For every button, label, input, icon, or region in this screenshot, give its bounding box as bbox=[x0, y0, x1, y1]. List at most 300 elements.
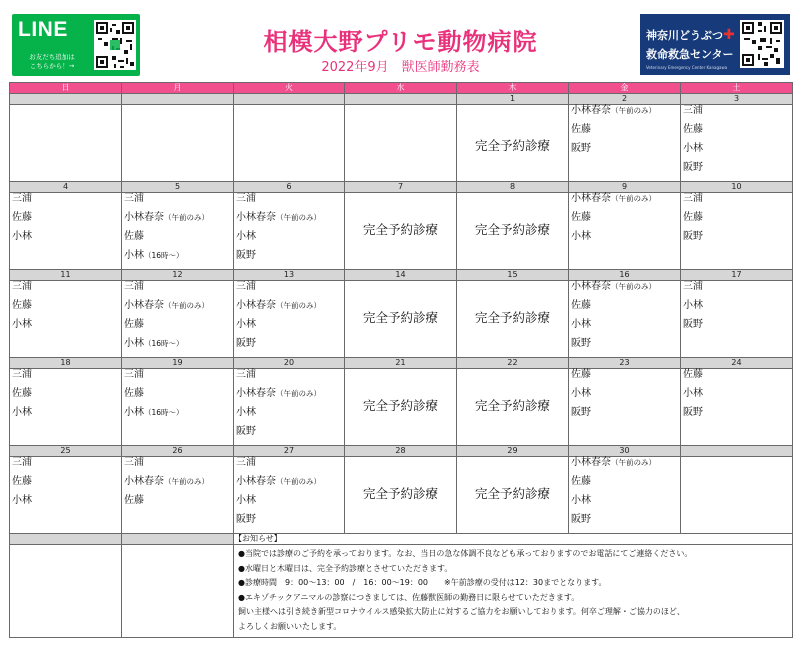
day-cell bbox=[234, 457, 345, 534]
date-number: 8 bbox=[457, 182, 569, 193]
date-number bbox=[122, 94, 234, 105]
vet-entry bbox=[234, 319, 344, 338]
vet-entry bbox=[122, 407, 233, 426]
vet-entry bbox=[234, 514, 344, 533]
vet-entry bbox=[10, 369, 121, 388]
vet-name: 三浦 bbox=[124, 369, 144, 380]
vet-entry bbox=[234, 250, 344, 269]
vet-list bbox=[681, 369, 792, 426]
vet-name: 小林 bbox=[124, 407, 144, 418]
vet-list bbox=[234, 369, 344, 445]
vet-entry bbox=[569, 476, 680, 495]
emergency-line1: 神奈川どうぶつ✚ bbox=[646, 27, 735, 43]
vet-entry bbox=[122, 300, 233, 319]
schedule-row bbox=[10, 281, 793, 358]
vet-entry bbox=[569, 231, 680, 250]
vet-list bbox=[681, 193, 792, 250]
vet-shift-note: （16時～） bbox=[144, 251, 184, 260]
day-cell bbox=[457, 281, 569, 358]
vet-name: 三浦 bbox=[683, 105, 703, 116]
vet-entry bbox=[234, 338, 344, 357]
day-cell bbox=[457, 193, 569, 270]
vet-entry bbox=[122, 369, 233, 388]
date-number: 30 bbox=[569, 446, 681, 457]
day-cell bbox=[345, 193, 457, 270]
vet-entry bbox=[10, 281, 121, 300]
page-header bbox=[0, 0, 801, 82]
vet-entry bbox=[10, 407, 121, 426]
date-number: 2 bbox=[569, 94, 681, 105]
vet-name: 阪野 bbox=[236, 250, 256, 261]
vet-entry bbox=[10, 319, 121, 338]
vet-entry bbox=[234, 212, 344, 231]
day-cell bbox=[345, 369, 457, 446]
notice-line: ●エキゾチックアニマルの診察につきましては、佐藤獣医師の勤務日に限らせていただきます。 bbox=[238, 592, 580, 602]
vet-entry bbox=[681, 105, 792, 124]
vet-entry bbox=[234, 231, 344, 250]
vet-name: 佐藤 bbox=[683, 124, 703, 135]
vet-name: 三浦 bbox=[12, 369, 32, 380]
vet-name: 三浦 bbox=[12, 193, 32, 204]
weekday-header: 水 bbox=[345, 83, 457, 94]
day-cell bbox=[122, 193, 234, 270]
vet-entry bbox=[569, 369, 680, 388]
vet-entry bbox=[569, 514, 680, 533]
vet-entry bbox=[681, 231, 792, 250]
vet-entry bbox=[122, 212, 233, 231]
vet-list bbox=[234, 281, 344, 357]
vet-name: 佐藤 bbox=[571, 124, 591, 135]
date-number: 16 bbox=[569, 270, 681, 281]
day-cell bbox=[457, 369, 569, 446]
day-cell bbox=[122, 281, 234, 358]
weekday-header: 土 bbox=[681, 83, 793, 94]
vet-name: 小林春奈 bbox=[571, 281, 611, 292]
vet-name: 阪野 bbox=[571, 514, 591, 525]
date-number: 15 bbox=[457, 270, 569, 281]
vet-entry bbox=[569, 212, 680, 231]
vet-entry bbox=[122, 281, 233, 300]
day-cell bbox=[569, 105, 681, 182]
vet-entry bbox=[122, 193, 233, 212]
day-cell bbox=[122, 457, 234, 534]
notice-blank bbox=[122, 545, 234, 638]
day-cell bbox=[681, 369, 793, 446]
notice-blank bbox=[10, 545, 122, 638]
vet-name: 三浦 bbox=[683, 193, 703, 204]
date-number: 18 bbox=[10, 358, 122, 369]
vet-name: 小林 bbox=[571, 319, 591, 330]
vet-shift-note: （午前のみ） bbox=[276, 301, 321, 310]
weekday-header: 木 bbox=[457, 83, 569, 94]
emergency-line2: 救命救急センター bbox=[646, 48, 734, 61]
day-cell bbox=[234, 281, 345, 358]
vet-name: 小林 bbox=[12, 231, 32, 242]
vet-list bbox=[234, 193, 344, 269]
vet-entry bbox=[122, 388, 233, 407]
vet-entry bbox=[234, 476, 344, 495]
date-number: 10 bbox=[681, 182, 793, 193]
vet-shift-note: （午前のみ） bbox=[611, 282, 656, 291]
schedule-row bbox=[10, 457, 793, 534]
vet-name: 三浦 bbox=[236, 281, 256, 292]
vet-entry bbox=[681, 388, 792, 407]
vet-name: 小林春奈 bbox=[571, 457, 611, 468]
vet-name: 小林 bbox=[571, 495, 591, 506]
date-number: 14 bbox=[345, 270, 457, 281]
vet-entry bbox=[681, 300, 792, 319]
vet-entry bbox=[234, 407, 344, 426]
notice-line: ●当院では診療のご予約を承っております。なお、当日の急な体調不良なども承っておりますのでお電話にてご連絡ください。 bbox=[238, 549, 693, 558]
vet-entry bbox=[569, 300, 680, 319]
vet-shift-note: （午前のみ） bbox=[276, 477, 321, 486]
date-number: 11 bbox=[10, 270, 122, 281]
day-cell bbox=[457, 457, 569, 534]
page-title: 相模大野プリモ動物病院 bbox=[263, 28, 538, 56]
vet-list bbox=[681, 281, 792, 338]
vet-entry bbox=[569, 388, 680, 407]
date-number: 23 bbox=[569, 358, 681, 369]
vet-name: 佐藤 bbox=[124, 495, 144, 506]
day-cell bbox=[681, 193, 793, 270]
vet-list bbox=[234, 457, 344, 533]
vet-list bbox=[122, 369, 233, 426]
vet-shift-note: （午前のみ） bbox=[164, 477, 209, 486]
vet-entry bbox=[681, 319, 792, 338]
vet-name: 阪野 bbox=[236, 338, 256, 349]
vet-entry bbox=[681, 143, 792, 162]
vet-name: 佐藤 bbox=[12, 212, 32, 223]
date-number: 22 bbox=[457, 358, 569, 369]
vet-entry bbox=[122, 319, 233, 338]
line-logo: LINE bbox=[18, 18, 68, 41]
vet-name: 三浦 bbox=[124, 193, 144, 204]
vet-entry bbox=[569, 457, 680, 476]
day-cell bbox=[681, 281, 793, 358]
date-row bbox=[10, 446, 793, 457]
vet-name: 小林春奈 bbox=[571, 193, 611, 204]
vet-name: 佐藤 bbox=[12, 476, 32, 487]
weekday-header-row bbox=[10, 83, 793, 94]
vet-shift-note: （午前のみ） bbox=[611, 194, 656, 203]
notice-line: よろしくお願いいたします。 bbox=[238, 621, 342, 631]
vet-shift-note: （午前のみ） bbox=[276, 389, 321, 398]
vet-entry bbox=[681, 281, 792, 300]
vet-entry bbox=[122, 231, 233, 250]
vet-entry bbox=[569, 338, 680, 357]
vet-name: 小林 bbox=[683, 300, 703, 311]
vet-name: 佐藤 bbox=[571, 212, 591, 223]
vet-entry bbox=[10, 495, 121, 514]
reservation-only-label: 完全予約診療 bbox=[474, 398, 550, 413]
vet-name: 三浦 bbox=[124, 281, 144, 292]
vet-list bbox=[569, 281, 680, 357]
vet-entry bbox=[681, 162, 792, 181]
vet-list bbox=[569, 457, 680, 533]
date-number bbox=[234, 94, 345, 105]
notice-body bbox=[234, 545, 792, 634]
vet-entry bbox=[122, 338, 233, 357]
vet-name: 小林 bbox=[12, 495, 32, 506]
vet-entry bbox=[10, 193, 121, 212]
vet-name: 小林春奈 bbox=[124, 212, 164, 223]
vet-entry bbox=[10, 300, 121, 319]
vet-name: 阪野 bbox=[236, 514, 256, 525]
day-cell bbox=[569, 457, 681, 534]
vet-name: 小林 bbox=[12, 407, 32, 418]
date-number: 20 bbox=[234, 358, 345, 369]
schedule-row bbox=[10, 105, 793, 182]
date-number bbox=[10, 94, 122, 105]
vet-name: 阪野 bbox=[683, 162, 703, 173]
vet-entry bbox=[234, 300, 344, 319]
date-row bbox=[10, 270, 793, 281]
notice-label-row bbox=[10, 534, 793, 545]
vet-entry bbox=[569, 193, 680, 212]
weekday-header: 日 bbox=[10, 83, 122, 94]
vet-name: 小林 bbox=[236, 407, 256, 418]
vet-entry bbox=[234, 281, 344, 300]
vet-name: 小林 bbox=[236, 231, 256, 242]
date-number: 13 bbox=[234, 270, 345, 281]
vet-list bbox=[10, 193, 121, 250]
vet-entry bbox=[569, 124, 680, 143]
reservation-only-label: 完全予約診療 bbox=[362, 486, 438, 501]
vet-entry bbox=[681, 407, 792, 426]
vet-entry bbox=[10, 212, 121, 231]
notice-line: ●水曜日と木曜日は、完全予約診療とさせていただきます。 bbox=[238, 563, 453, 573]
vet-name: 阪野 bbox=[236, 426, 256, 437]
date-number: 1 bbox=[457, 94, 569, 105]
day-cell bbox=[569, 193, 681, 270]
notice-row bbox=[10, 545, 793, 638]
day-cell bbox=[122, 369, 234, 446]
vet-shift-note: （16時～） bbox=[144, 339, 184, 348]
vet-name: 佐藤 bbox=[683, 212, 703, 223]
vet-entry bbox=[10, 457, 121, 476]
vet-entry bbox=[681, 124, 792, 143]
vet-shift-note: （午前のみ） bbox=[276, 213, 321, 222]
vet-name: 小林春奈 bbox=[571, 105, 611, 116]
vet-entry bbox=[234, 457, 344, 476]
notice-blank bbox=[122, 534, 234, 545]
vet-list bbox=[10, 281, 121, 338]
vet-name: 佐藤 bbox=[571, 300, 591, 311]
vet-name: 小林 bbox=[12, 319, 32, 330]
vet-name: 佐藤 bbox=[124, 319, 144, 330]
vet-name: 小林春奈 bbox=[236, 300, 276, 311]
vet-name: 小林 bbox=[683, 388, 703, 399]
vet-shift-note: （午前のみ） bbox=[164, 301, 209, 310]
vet-list bbox=[122, 281, 233, 357]
date-number: 27 bbox=[234, 446, 345, 457]
vet-entry bbox=[681, 369, 792, 388]
vet-name: 佐藤 bbox=[124, 388, 144, 399]
vet-entry bbox=[569, 281, 680, 300]
vet-list bbox=[10, 457, 121, 514]
vet-name: 阪野 bbox=[571, 338, 591, 349]
date-row bbox=[10, 182, 793, 193]
date-number: 17 bbox=[681, 270, 793, 281]
vet-name: 佐藤 bbox=[12, 388, 32, 399]
vet-name: 佐藤 bbox=[571, 369, 591, 380]
date-number: 6 bbox=[234, 182, 345, 193]
vet-entry bbox=[234, 369, 344, 388]
day-cell bbox=[234, 369, 345, 446]
date-number: 5 bbox=[122, 182, 234, 193]
reservation-only-label: 完全予約診療 bbox=[474, 310, 550, 325]
vet-shift-note: （午前のみ） bbox=[611, 106, 656, 115]
emergency-qr-code-icon[interactable] bbox=[740, 20, 784, 68]
vet-name: 小林 bbox=[571, 231, 591, 242]
notice-line: 飼い主様へは引き続き新型コロナウイルス感染拡大防止に対するご協力をお願いしております。何卒ご理解・ご協力のほど、 bbox=[238, 607, 685, 616]
vet-shift-note: （16時～） bbox=[144, 408, 184, 417]
line-caption-1: お友だち追加は bbox=[29, 53, 75, 61]
vet-entry bbox=[234, 388, 344, 407]
day-cell bbox=[10, 105, 122, 182]
vet-name: 小林春奈 bbox=[236, 388, 276, 399]
date-number: 28 bbox=[345, 446, 457, 457]
page-subtitle: 2022年9月 獣医師勤務表 bbox=[321, 60, 480, 75]
day-cell bbox=[681, 105, 793, 182]
vet-name: 小林 bbox=[236, 495, 256, 506]
vet-entry bbox=[122, 457, 233, 476]
day-cell bbox=[345, 105, 457, 182]
vet-name: 小林春奈 bbox=[236, 476, 276, 487]
vet-name: 三浦 bbox=[236, 369, 256, 380]
vet-name: 阪野 bbox=[571, 143, 591, 154]
vet-name: 三浦 bbox=[236, 457, 256, 468]
vet-list bbox=[122, 193, 233, 269]
date-number: 29 bbox=[457, 446, 569, 457]
day-cell bbox=[457, 105, 569, 182]
vet-shift-note: （午前のみ） bbox=[164, 213, 209, 222]
vet-name: 小林 bbox=[124, 250, 144, 261]
vet-entry bbox=[10, 231, 121, 250]
vet-name: 小林 bbox=[571, 388, 591, 399]
vet-entry bbox=[569, 105, 680, 124]
vet-name: 佐藤 bbox=[571, 476, 591, 487]
day-cell bbox=[234, 105, 345, 182]
reservation-only-label: 完全予約診療 bbox=[474, 222, 550, 237]
vet-name: 阪野 bbox=[571, 407, 591, 418]
date-number bbox=[681, 446, 793, 457]
vet-name: 三浦 bbox=[236, 193, 256, 204]
duty-calendar bbox=[9, 82, 793, 638]
vet-list bbox=[569, 369, 680, 426]
schedule-row bbox=[10, 193, 793, 270]
day-cell bbox=[234, 193, 345, 270]
vet-entry bbox=[681, 212, 792, 231]
vet-entry bbox=[10, 476, 121, 495]
notice-blank bbox=[10, 534, 122, 545]
date-number: 4 bbox=[10, 182, 122, 193]
red-cross-icon: ✚ bbox=[723, 27, 735, 43]
date-row bbox=[10, 358, 793, 369]
reservation-only-label: 完全予約診療 bbox=[362, 310, 438, 325]
vet-entry bbox=[569, 407, 680, 426]
day-cell bbox=[10, 369, 122, 446]
vet-entry bbox=[681, 193, 792, 212]
reservation-only-label: 完全予約診療 bbox=[362, 398, 438, 413]
vet-name: 小林 bbox=[236, 319, 256, 330]
emergency-center-badge[interactable] bbox=[640, 14, 790, 75]
weekday-header: 火 bbox=[234, 83, 345, 94]
day-cell bbox=[345, 457, 457, 534]
date-number: 21 bbox=[345, 358, 457, 369]
vet-list bbox=[122, 457, 233, 514]
vet-entry bbox=[10, 388, 121, 407]
vet-shift-note: （午前のみ） bbox=[611, 458, 656, 467]
notice-cell bbox=[234, 545, 793, 638]
date-number: 19 bbox=[122, 358, 234, 369]
date-number: 7 bbox=[345, 182, 457, 193]
vet-entry bbox=[122, 476, 233, 495]
schedule-row bbox=[10, 369, 793, 446]
vet-entry bbox=[122, 250, 233, 269]
vet-name: 小林春奈 bbox=[236, 212, 276, 223]
vet-list bbox=[681, 105, 792, 181]
date-number: 25 bbox=[10, 446, 122, 457]
vet-entry bbox=[569, 319, 680, 338]
notice-line: ●診療時間 9：00～13：00 / 16：00～19：00 ※午前診療の受付は12：30までとなります。 bbox=[238, 578, 607, 587]
day-cell bbox=[569, 281, 681, 358]
vet-name: 小林 bbox=[683, 143, 703, 154]
vet-entry bbox=[569, 143, 680, 162]
notice-heading: 【お知らせ】 bbox=[234, 534, 793, 545]
vet-list bbox=[10, 369, 121, 426]
day-cell bbox=[10, 281, 122, 358]
vet-entry bbox=[122, 495, 233, 514]
day-cell bbox=[569, 369, 681, 446]
day-cell bbox=[681, 457, 793, 534]
vet-entry bbox=[234, 495, 344, 514]
vet-name: 佐藤 bbox=[124, 231, 144, 242]
date-number: 3 bbox=[681, 94, 793, 105]
date-number: 12 bbox=[122, 270, 234, 281]
vet-entry bbox=[234, 193, 344, 212]
vet-name: 阪野 bbox=[683, 319, 703, 330]
vet-name: 小林 bbox=[124, 338, 144, 349]
day-cell bbox=[345, 281, 457, 358]
vet-entry bbox=[569, 495, 680, 514]
weekday-header: 月 bbox=[122, 83, 234, 94]
vet-list bbox=[569, 105, 680, 162]
weekday-header: 金 bbox=[569, 83, 681, 94]
emergency-line3: Veterinary Emergency Center Kanagawa bbox=[646, 65, 728, 70]
vet-name: 佐藤 bbox=[12, 300, 32, 311]
line-caption-2: こちらから！→ bbox=[29, 62, 75, 70]
vet-name: 三浦 bbox=[124, 457, 144, 468]
vet-name: 小林春奈 bbox=[124, 476, 164, 487]
vet-entry bbox=[234, 426, 344, 445]
date-row bbox=[10, 94, 793, 105]
vet-list bbox=[569, 193, 680, 250]
reservation-only-label: 完全予約診療 bbox=[362, 222, 438, 237]
reservation-only-label: 完全予約診療 bbox=[474, 138, 550, 153]
vet-name: 阪野 bbox=[683, 231, 703, 242]
date-number: 24 bbox=[681, 358, 793, 369]
vet-name: 佐藤 bbox=[683, 369, 703, 380]
reservation-only-label: 完全予約診療 bbox=[474, 486, 550, 501]
date-number: 26 bbox=[122, 446, 234, 457]
day-cell bbox=[10, 457, 122, 534]
day-cell bbox=[10, 193, 122, 270]
date-number bbox=[345, 94, 457, 105]
vet-name: 三浦 bbox=[12, 457, 32, 468]
vet-name: 三浦 bbox=[12, 281, 32, 292]
date-number: 9 bbox=[569, 182, 681, 193]
